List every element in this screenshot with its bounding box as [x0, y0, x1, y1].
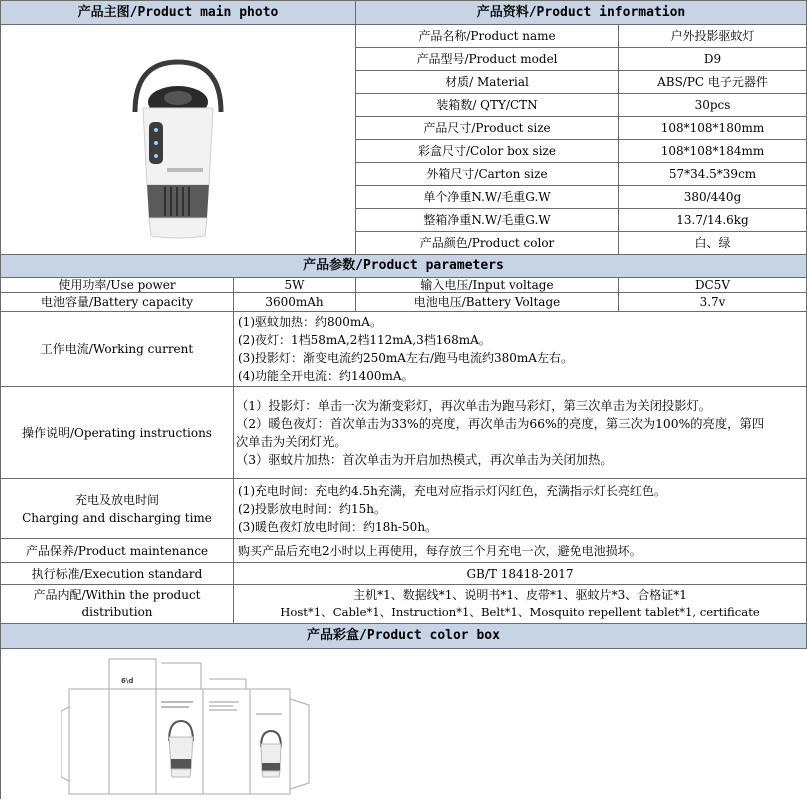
info-value: 57*34.5*39cm — [619, 163, 807, 186]
charging-label-en: Charging and discharging time — [22, 510, 212, 525]
info-value: 380/440g — [619, 186, 807, 209]
maintenance-label: 产品保养/Product maintenance — [1, 539, 234, 563]
operating-line: 次单击为关闭灯光。 — [236, 434, 347, 449]
operating-label: 操作说明/Operating instructions — [1, 387, 234, 479]
power-value: 5W — [234, 278, 356, 293]
working-current-value — [234, 312, 807, 387]
distribution-value — [234, 585, 807, 624]
current-line: (1)驱蚊加热：约800mA。 — [238, 315, 382, 329]
charging-value — [234, 479, 807, 539]
info-label: 产品尺寸/Product size — [356, 117, 619, 140]
operating-line: （2）暖色夜灯：首次单击为33%的亮度，再次单击为66%的亮度，第三次为100%的亮度，第四 — [236, 416, 765, 431]
header-main-photo: 产品主图/Product main photo — [1, 1, 356, 25]
current-line: (4)功能全开电流：约1400mA。 — [238, 369, 414, 383]
input-voltage-value: DC5V — [619, 278, 807, 293]
info-label: 产品颜色/Product color — [356, 232, 619, 255]
info-value: 13.7/14.6kg — [619, 209, 807, 232]
product-photo-cell — [1, 25, 356, 255]
distribution-en: Host*1、Cable*1、Instruction*1、Belt*1、Mosquito repellent tablet*1, certificate — [280, 605, 760, 619]
current-line: (2)夜灯：1档58mA,2档112mA,3档168mA。 — [238, 333, 491, 347]
working-current-label: 工作电流/Working current — [1, 312, 234, 387]
maintenance-value: 购买产品后充电2小时以上再使用，每存放三个月充电一次，避免电池损坏。 — [234, 539, 807, 563]
info-value: 白、绿 — [619, 232, 807, 255]
distribution-label-2: distribution — [81, 605, 153, 619]
info-value: 户外投影驱蚊灯 — [619, 25, 807, 48]
charging-line: (3)暖色夜灯放电时间：约18h-50h。 — [238, 519, 438, 534]
info-value: D9 — [619, 48, 807, 71]
battery-value: 3600mAh — [234, 293, 356, 312]
operating-value — [234, 387, 807, 479]
standard-label: 执行标准/Execution standard — [1, 563, 234, 585]
header-product-params: 产品参数/Product parameters — [1, 255, 807, 278]
info-label: 材质/ Material — [356, 71, 619, 94]
current-line: (3)投影灯：渐变电流约250mA左右/跑马电流约380mA左右。 — [238, 351, 573, 365]
info-label: 外箱尺寸/Carton size — [356, 163, 619, 186]
battery-label: 电池容量/Battery capacity — [1, 293, 234, 312]
charging-line: (1)充电时间：充电约4.5h充满，充电对应指示灯闪红色，充满指示灯长亮红色。 — [238, 483, 666, 498]
info-label: 彩盒尺寸/Color box size — [356, 140, 619, 163]
info-value: ABS/PC 电子元器件 — [619, 71, 807, 94]
distribution-label-1: 产品内配/Within the product — [33, 588, 201, 602]
info-value: 108*108*180mm — [619, 117, 807, 140]
charging-label-cn: 充电及放电时间 — [74, 492, 159, 507]
header-color-box: 产品彩盒/Product color box — [1, 624, 807, 649]
charging-line: (2)投影放电时间：约15h。 — [238, 501, 386, 516]
info-label: 产品名称/Product name — [356, 25, 619, 48]
svg-text:6\d: 6\d — [121, 677, 134, 685]
standard-value: GB/T 18418-2017 — [234, 563, 807, 585]
color-box-dieline — [61, 649, 321, 800]
operating-line: （3）驱蚊片加热：首次单击为开启加热模式，再次单击为关闭加热。 — [236, 452, 613, 467]
power-label: 使用功率/Use power — [1, 278, 234, 293]
charging-label — [1, 479, 234, 539]
info-label: 产品型号/Product model — [356, 48, 619, 71]
info-label: 整箱净重N.W/毛重G.W — [356, 209, 619, 232]
info-label: 装箱数/ QTY/CTN — [356, 94, 619, 117]
battery-voltage-label: 电池电压/Battery Voltage — [356, 293, 619, 312]
distribution-cn: 主机*1、数据线*1、说明书*1、皮带*1、驱蚊片*3、合格证*1 — [353, 588, 687, 602]
product-photo — [123, 40, 233, 240]
info-value: 108*108*184mm — [619, 140, 807, 163]
color-box-area — [1, 649, 807, 800]
operating-line: （1）投影灯：单击一次为渐变彩灯，再次单击为跑马彩灯，第三次单击为关闭投影灯。 — [236, 398, 712, 413]
info-label: 单个净重N.W/毛重G.W — [356, 186, 619, 209]
info-value: 30pcs — [619, 94, 807, 117]
header-product-info: 产品资料/Product information — [356, 1, 807, 25]
input-voltage-label: 输入电压/Input voltage — [356, 278, 619, 293]
battery-voltage-value: 3.7v — [619, 293, 807, 312]
distribution-label — [1, 585, 234, 624]
